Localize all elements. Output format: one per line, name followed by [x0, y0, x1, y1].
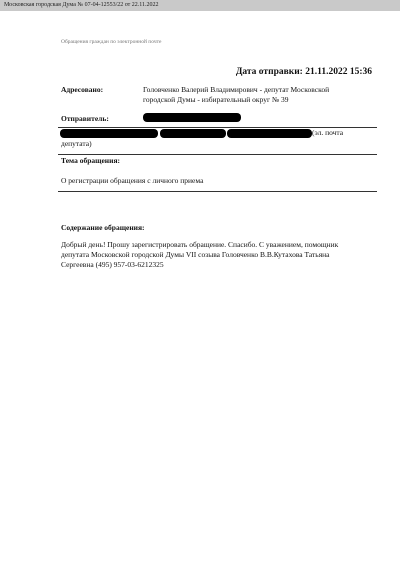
redacted-sender-email-2	[160, 129, 226, 138]
redacted-sender-name	[143, 113, 241, 122]
redacted-sender-email-3	[227, 129, 312, 138]
topic-label: Тема обращения:	[61, 156, 121, 165]
addressed-line-2: городской Думы - избирательный округ № 39	[143, 95, 289, 104]
sent-date	[236, 67, 372, 77]
sender-label: Отправитель:	[61, 114, 109, 123]
addressed-label: Адресовано:	[61, 85, 104, 94]
topic-value: О регистрации обращения с личного приема	[61, 176, 204, 185]
document-subtitle: Обращения граждан по электронной почте	[61, 39, 162, 45]
content-line-2: депутата Московской городской Думы VII созыва Головченко В.В.Кутахова Татьяна	[61, 250, 330, 259]
sent-date-label: Дата отправки:	[235, 67, 303, 77]
sent-date-value: 21.11.2022 15:36	[305, 67, 372, 77]
content-line-1: Добрый день! Прошу зарегистрировать обращение. Спасибо. С уважением, помощник	[61, 240, 339, 249]
addressed-value	[143, 85, 329, 105]
redacted-sender-email-1	[60, 129, 158, 138]
sender-email-suffix: (эл. почта	[312, 128, 344, 137]
divider	[58, 154, 377, 155]
content-label: Содержание обращения:	[61, 223, 145, 232]
content-body	[61, 240, 338, 270]
divider	[58, 191, 377, 192]
document-header-bar	[0, 0, 400, 11]
addressed-line-1: Головченко Валерий Владимирович - депутат Московской	[143, 85, 330, 94]
content-line-3: Сергеевна (495) 957-03-6212325	[61, 260, 164, 269]
document-header-text: Московская городская Дума № 07-04-12553/22 от 22.11.2022	[4, 2, 159, 8]
sender-email-suffix-2: депутата)	[61, 139, 92, 148]
